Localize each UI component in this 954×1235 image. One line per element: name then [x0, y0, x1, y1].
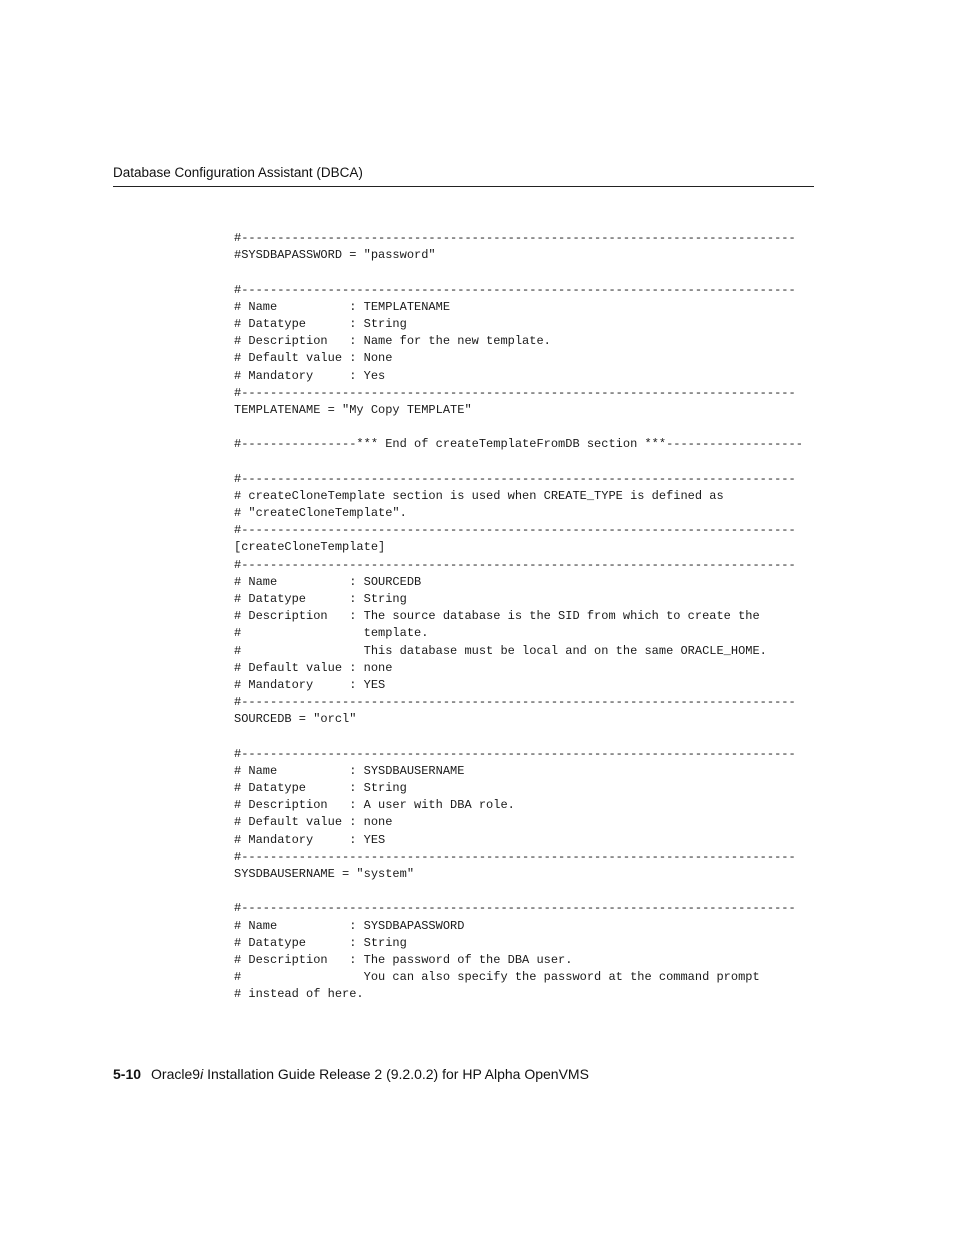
code-line: # createCloneTemplate section is used when CREATE_TYPE is defined as	[234, 488, 724, 503]
code-line: SOURCEDB = "orcl"	[234, 712, 357, 727]
code-line: # Datatype : String	[234, 781, 407, 795]
code-line	[234, 883, 803, 900]
document-title: Installation Guide Release 2 (9.2.0.2) for HP Alpha OpenVMS	[203, 1066, 589, 1082]
code-line: #-----------------------------------------------------------------------------	[234, 282, 796, 297]
code-line: # Name : SYSDBAPASSWORD	[234, 918, 465, 933]
code-line: # template.	[234, 626, 429, 641]
code-line: # Default value : none	[234, 815, 393, 830]
code-line: #-----------------------------------------------------------------------------	[234, 746, 796, 761]
code-line: #-----------------------------------------------------------------------------	[234, 471, 796, 486]
code-line: #SYSDBAPASSWORD = "password"	[234, 248, 436, 263]
code-line: # Name : SYSDBAUSERNAME	[234, 763, 465, 778]
code-line: # Name : SOURCEDB	[234, 574, 422, 589]
code-line: # Default value : none	[234, 660, 393, 675]
code-line: # Description : The password of the DBA user.	[234, 952, 573, 967]
code-line: # Datatype : String	[234, 316, 407, 331]
code-line: #-----------------------------------------------------------------------------	[234, 385, 796, 400]
code-line: # You can also specify the password at the command prompt	[234, 970, 760, 985]
code-line: # Datatype : String	[234, 591, 407, 606]
code-line: # Datatype : String	[234, 935, 407, 950]
code-line: SYSDBAUSERNAME = "system"	[234, 866, 415, 881]
code-line: #-----------------------------------------------------------------------------	[234, 557, 796, 572]
code-line: # Name : TEMPLATENAME	[234, 299, 451, 314]
code-line: # Description : A user with DBA role.	[234, 798, 515, 813]
code-line	[234, 419, 803, 436]
code-line: #-----------------------------------------------------------------------------	[234, 849, 796, 864]
code-line: #-----------------------------------------------------------------------------	[234, 695, 796, 710]
code-line	[234, 453, 803, 470]
code-listing	[234, 230, 803, 1003]
code-line: #-----------------------------------------------------------------------------	[234, 231, 796, 245]
code-line: #-----------------------------------------------------------------------------	[234, 523, 796, 538]
code-line: # Mandatory : YES	[234, 677, 386, 692]
page-footer	[113, 1066, 589, 1083]
code-line	[234, 728, 803, 745]
code-line: TEMPLATENAME = "My Copy TEMPLATE"	[234, 402, 472, 417]
product-name: Oracle9	[151, 1066, 201, 1082]
code-line: # instead of here.	[234, 987, 364, 1002]
code-line: # "createCloneTemplate".	[234, 506, 407, 520]
code-line: #-----------------------------------------------------------------------------	[234, 901, 796, 916]
code-line: # Default value : None	[234, 351, 393, 366]
running-header: Database Configuration Assistant (DBCA)	[113, 165, 363, 180]
code-line: [createCloneTemplate]	[234, 540, 386, 555]
code-line: # Description : Name for the new template.	[234, 334, 551, 349]
code-line: # This database must be local and on the same ORACLE_HOME.	[234, 643, 767, 658]
code-line: # Description : The source database is the SID from which to create the	[234, 609, 760, 624]
page-number: 5-10	[113, 1066, 142, 1082]
code-line: #----------------*** End of createTemplateFromDB section ***-------------------	[234, 437, 803, 452]
code-line	[234, 264, 803, 281]
product-name-italic: i	[200, 1066, 204, 1082]
code-line: # Mandatory : YES	[234, 832, 386, 847]
code-line: # Mandatory : Yes	[234, 368, 386, 383]
header-rule	[113, 186, 814, 187]
